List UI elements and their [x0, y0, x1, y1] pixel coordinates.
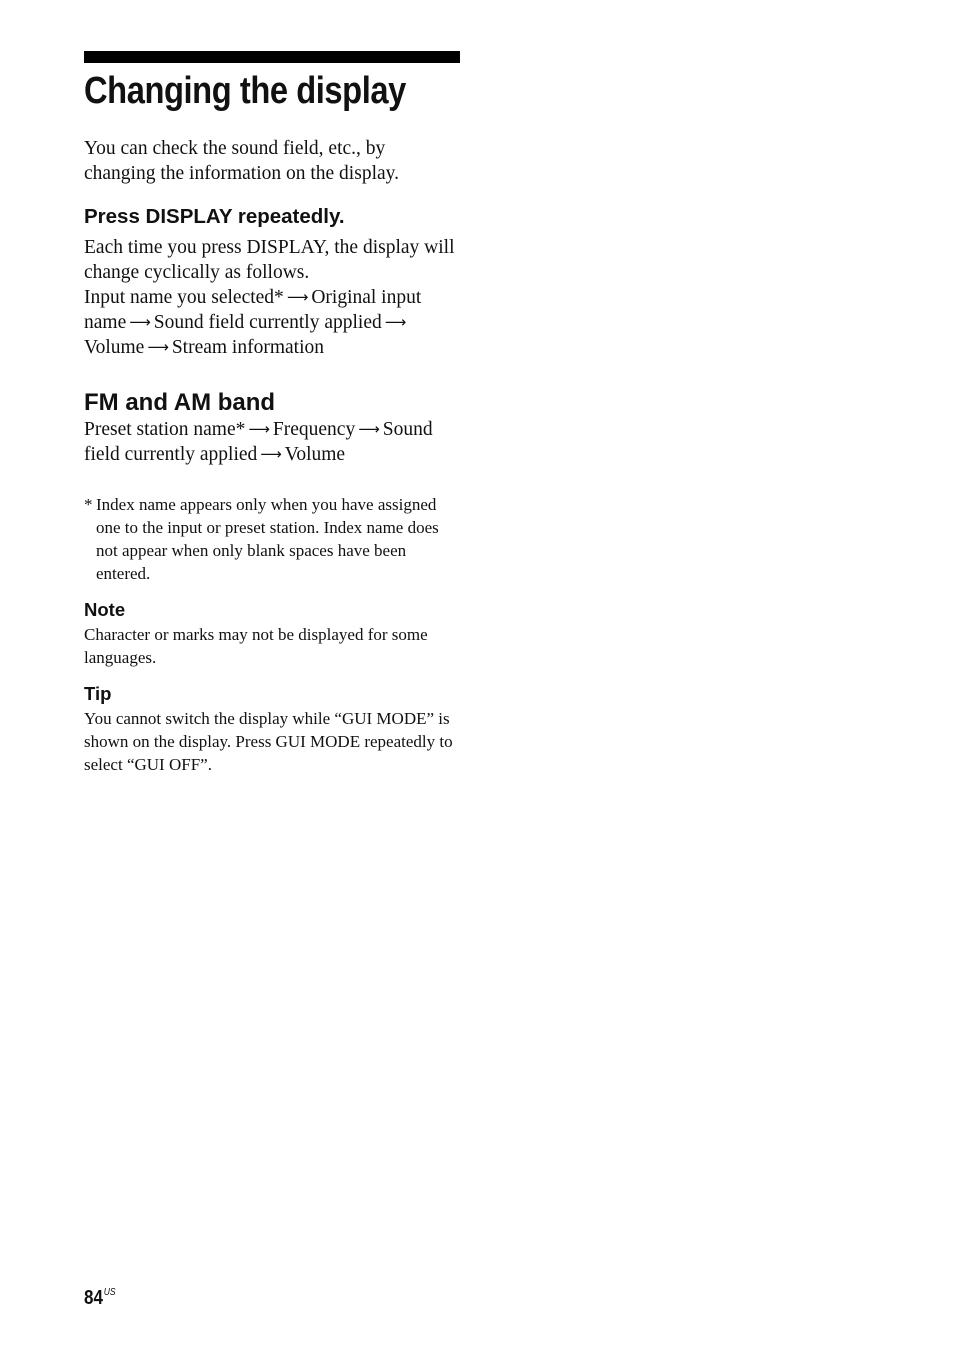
right-arrow-icon: ⟶	[384, 313, 407, 331]
sequence-item: Volume	[84, 337, 145, 358]
footnote-mark: *	[84, 495, 93, 514]
right-arrow-icon: ⟶	[260, 445, 282, 463]
sequence-item: Sound field currently applied	[84, 419, 433, 465]
footnote	[84, 493, 460, 585]
footnote-text: Index name appears only when you have assigned one to the input or preset station. Index name does not appear when only blank spaces have been entered.	[96, 495, 439, 583]
title-rule	[84, 51, 460, 63]
right-arrow-icon: ⟶	[358, 420, 380, 438]
right-arrow-icon: ⟶	[147, 338, 169, 356]
page-number	[84, 1281, 116, 1310]
content-column	[84, 51, 460, 776]
sequence-item: Input name you selected*	[84, 287, 284, 308]
right-arrow-icon: ⟶	[129, 313, 151, 331]
sequence-item: Sound field currently applied	[153, 312, 382, 333]
page-title: Changing the display	[84, 70, 406, 112]
sequence-item: Stream information	[171, 337, 325, 358]
right-arrow-icon: ⟶	[248, 420, 270, 438]
step-heading: Press DISPLAY repeatedly.	[84, 205, 345, 228]
fm-am-heading: FM and AM band	[84, 389, 276, 416]
step-description	[84, 235, 460, 360]
intro-text: You can check the sound field, etc., by changing the information on the display.	[84, 138, 399, 184]
display-sequence	[84, 287, 421, 358]
page-number-suffix: US	[103, 1287, 116, 1298]
fm-am-sequence	[84, 417, 460, 467]
tip-heading: Tip	[84, 683, 112, 704]
page-number-value: 84	[84, 1287, 103, 1309]
tip-text: You cannot switch the display while “GUI MODE” is shown on the display. Press GUI MODE repeatedly to select “GUI OFF”.	[84, 709, 453, 774]
sequence-item: Frequency	[272, 419, 356, 440]
sequence-item: Volume	[284, 444, 346, 465]
note-heading: Note	[84, 599, 126, 620]
sequence-item: Original input name	[84, 287, 422, 333]
step-description-text: Each time you press DISPLAY, the display will change cyclically as follows.	[84, 237, 455, 283]
note-text: Character or marks may not be displayed for some languages.	[84, 625, 428, 667]
sequence-item: Preset station name*	[84, 419, 246, 440]
right-arrow-icon: ⟶	[286, 288, 309, 306]
